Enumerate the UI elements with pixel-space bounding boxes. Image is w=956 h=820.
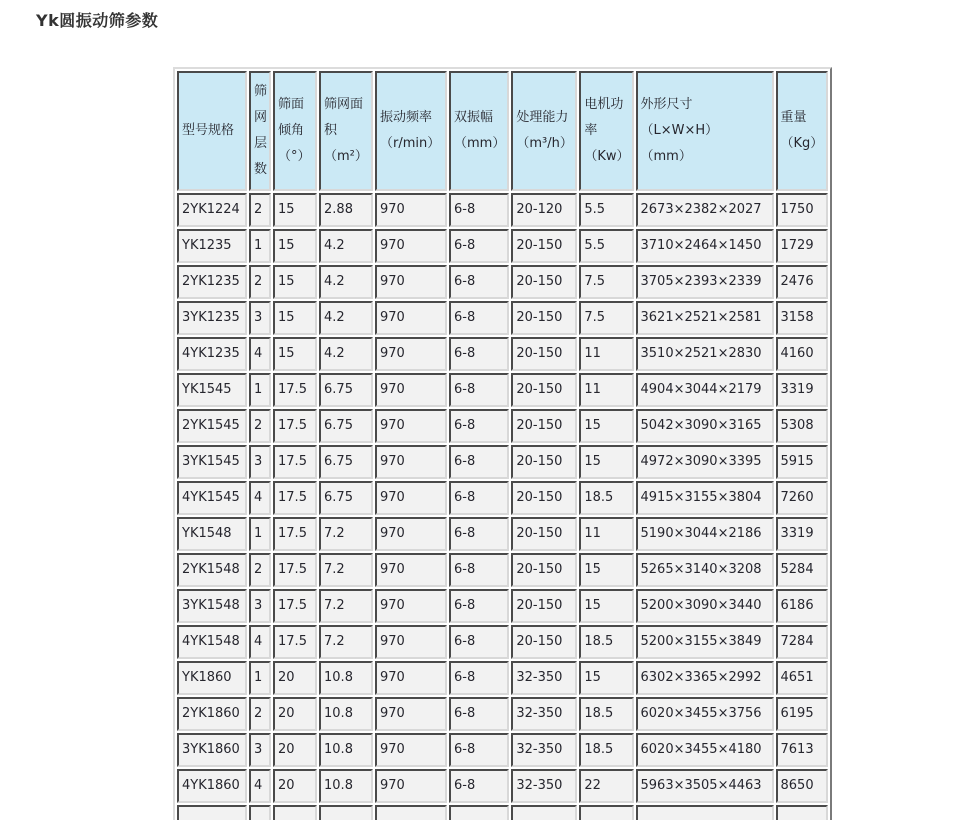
parameters-table-container xyxy=(173,67,832,820)
cell-frequency: 970 xyxy=(375,625,447,659)
cell-incline: 15 xyxy=(273,229,317,263)
cell-dimensions: 4972×3090×3395 xyxy=(636,445,774,479)
table-row xyxy=(177,553,828,587)
cell-capacity: 20-150 xyxy=(511,589,577,623)
cell-amplitude: 6-8 xyxy=(449,553,509,587)
cell-model: 2YK1545 xyxy=(177,409,247,443)
cell-model: 3YK1545 xyxy=(177,445,247,479)
column-header-amplitude: 双振幅 （mm） xyxy=(449,71,509,191)
table-row xyxy=(177,769,828,803)
cell-power: 11 xyxy=(579,517,633,551)
cell-weight xyxy=(776,805,828,820)
column-header-dimensions: 外形尺寸 （L×W×H） （mm） xyxy=(636,71,774,191)
cell-model: 3YK1548 xyxy=(177,589,247,623)
cell-weight: 7284 xyxy=(776,625,828,659)
cell-layers: 2 xyxy=(249,193,271,227)
cell-frequency: 970 xyxy=(375,193,447,227)
cell-amplitude: 6-8 xyxy=(449,589,509,623)
cell-area: 4.2 xyxy=(319,229,373,263)
cell-layers: 1 xyxy=(249,517,271,551)
cell-layers: 4 xyxy=(249,769,271,803)
cell-incline: 20 xyxy=(273,661,317,695)
table-row xyxy=(177,265,828,299)
cell-dimensions: 4915×3155×3804 xyxy=(636,481,774,515)
cell-power: 5.5 xyxy=(579,229,633,263)
cell-power: 15 xyxy=(579,553,633,587)
cell-frequency: 970 xyxy=(375,697,447,731)
table-row xyxy=(177,697,828,731)
cell-model: 4YK1860 xyxy=(177,769,247,803)
cell-capacity: 20-150 xyxy=(511,409,577,443)
cell-area: 6.75 xyxy=(319,409,373,443)
column-header-capacity: 处理能力 （m³/h） xyxy=(511,71,577,191)
cell-dimensions: 6302×3365×2992 xyxy=(636,661,774,695)
cell-frequency: 970 xyxy=(375,553,447,587)
cell-area: 7.2 xyxy=(319,589,373,623)
cell-dimensions: 5200×3090×3440 xyxy=(636,589,774,623)
cell-amplitude: 6-8 xyxy=(449,733,509,767)
cell-frequency: 970 xyxy=(375,301,447,335)
cell-area xyxy=(319,805,373,820)
cell-dimensions: 5042×3090×3165 xyxy=(636,409,774,443)
cell-power: 15 xyxy=(579,445,633,479)
cell-weight: 4160 xyxy=(776,337,828,371)
cell-amplitude: 6-8 xyxy=(449,481,509,515)
cell-power: 22 xyxy=(579,769,633,803)
cell-amplitude: 6-8 xyxy=(449,661,509,695)
cell-layers: 3 xyxy=(249,445,271,479)
cell-capacity: 20-150 xyxy=(511,481,577,515)
cell-model: 2YK1860 xyxy=(177,697,247,731)
cell-weight: 3319 xyxy=(776,517,828,551)
cell-capacity: 20-120 xyxy=(511,193,577,227)
table-row xyxy=(177,733,828,767)
cell-layers: 4 xyxy=(249,481,271,515)
cell-dimensions: 5190×3044×2186 xyxy=(636,517,774,551)
cell-area: 10.8 xyxy=(319,661,373,695)
cell-incline: 17.5 xyxy=(273,373,317,407)
cell-frequency: 970 xyxy=(375,337,447,371)
cell-amplitude: 6-8 xyxy=(449,445,509,479)
cell-power: 7.5 xyxy=(579,265,633,299)
table-row-cut-off xyxy=(177,805,828,820)
cell-dimensions: 5200×3155×3849 xyxy=(636,625,774,659)
cell-incline xyxy=(273,805,317,820)
cell-layers: 2 xyxy=(249,553,271,587)
cell-weight: 6186 xyxy=(776,589,828,623)
cell-area: 10.8 xyxy=(319,769,373,803)
cell-frequency: 970 xyxy=(375,733,447,767)
cell-layers: 3 xyxy=(249,301,271,335)
column-header-power: 电机功 率 （Kw） xyxy=(579,71,633,191)
cell-frequency: 970 xyxy=(375,373,447,407)
cell-layers: 1 xyxy=(249,661,271,695)
table-body xyxy=(177,193,828,820)
cell-capacity: 20-150 xyxy=(511,229,577,263)
cell-dimensions: 5265×3140×3208 xyxy=(636,553,774,587)
cell-weight: 3319 xyxy=(776,373,828,407)
cell-amplitude: 6-8 xyxy=(449,229,509,263)
cell-dimensions: 6020×3455×3756 xyxy=(636,697,774,731)
cell-model: 3YK1235 xyxy=(177,301,247,335)
table-row xyxy=(177,193,828,227)
cell-weight: 3158 xyxy=(776,301,828,335)
column-header-weight: 重量 （Kg） xyxy=(776,71,828,191)
cell-capacity: 32-350 xyxy=(511,769,577,803)
cell-dimensions xyxy=(636,805,774,820)
cell-capacity: 20-150 xyxy=(511,373,577,407)
cell-dimensions: 3621×2521×2581 xyxy=(636,301,774,335)
cell-power xyxy=(579,805,633,820)
table-row xyxy=(177,301,828,335)
cell-model: YK1545 xyxy=(177,373,247,407)
cell-incline: 20 xyxy=(273,769,317,803)
cell-capacity: 32-350 xyxy=(511,661,577,695)
cell-frequency: 970 xyxy=(375,517,447,551)
cell-incline: 17.5 xyxy=(273,517,317,551)
cell-power: 5.5 xyxy=(579,193,633,227)
column-header-incline: 筛面 倾角 （°） xyxy=(273,71,317,191)
column-header-model: 型号规格 xyxy=(177,71,247,191)
cell-capacity: 20-150 xyxy=(511,265,577,299)
cell-layers xyxy=(249,805,271,820)
cell-layers: 2 xyxy=(249,409,271,443)
cell-layers: 1 xyxy=(249,373,271,407)
cell-layers: 3 xyxy=(249,589,271,623)
cell-incline: 20 xyxy=(273,697,317,731)
cell-layers: 4 xyxy=(249,337,271,371)
column-header-frequency: 振动频率 （r/min） xyxy=(375,71,447,191)
table-row xyxy=(177,409,828,443)
header-row xyxy=(177,71,828,191)
cell-incline: 15 xyxy=(273,301,317,335)
table-row xyxy=(177,229,828,263)
column-header-area: 筛网面 积 （m²） xyxy=(319,71,373,191)
cell-area: 10.8 xyxy=(319,733,373,767)
cell-amplitude: 6-8 xyxy=(449,337,509,371)
cell-incline: 15 xyxy=(273,337,317,371)
cell-weight: 5308 xyxy=(776,409,828,443)
cell-capacity: 20-150 xyxy=(511,301,577,335)
cell-power: 15 xyxy=(579,409,633,443)
cell-area: 2.88 xyxy=(319,193,373,227)
table-row xyxy=(177,589,828,623)
cell-weight: 2476 xyxy=(776,265,828,299)
cell-weight: 1750 xyxy=(776,193,828,227)
cell-capacity: 20-150 xyxy=(511,337,577,371)
cell-power: 18.5 xyxy=(579,481,633,515)
cell-model: 4YK1235 xyxy=(177,337,247,371)
cell-incline: 17.5 xyxy=(273,589,317,623)
cell-area: 10.8 xyxy=(319,697,373,731)
cell-dimensions: 6020×3455×4180 xyxy=(636,733,774,767)
cell-weight: 5284 xyxy=(776,553,828,587)
cell-area: 4.2 xyxy=(319,337,373,371)
cell-power: 18.5 xyxy=(579,733,633,767)
cell-model: YK1548 xyxy=(177,517,247,551)
cell-amplitude: 6-8 xyxy=(449,625,509,659)
table-row xyxy=(177,625,828,659)
cell-model: 2YK1548 xyxy=(177,553,247,587)
cell-model xyxy=(177,805,247,820)
cell-dimensions: 3710×2464×1450 xyxy=(636,229,774,263)
cell-capacity xyxy=(511,805,577,820)
table-row xyxy=(177,661,828,695)
cell-incline: 17.5 xyxy=(273,445,317,479)
cell-dimensions: 3510×2521×2830 xyxy=(636,337,774,371)
table-row xyxy=(177,337,828,371)
column-header-layers: 筛 网 层 数 xyxy=(249,71,271,191)
cell-capacity: 20-150 xyxy=(511,445,577,479)
cell-weight: 5915 xyxy=(776,445,828,479)
cell-model: YK1860 xyxy=(177,661,247,695)
table-row xyxy=(177,481,828,515)
page-title: Yk圆振动筛参数 xyxy=(36,11,159,30)
cell-frequency: 970 xyxy=(375,445,447,479)
cell-amplitude: 6-8 xyxy=(449,265,509,299)
cell-incline: 20 xyxy=(273,733,317,767)
cell-incline: 17.5 xyxy=(273,553,317,587)
cell-area: 6.75 xyxy=(319,445,373,479)
cell-dimensions: 5963×3505×4463 xyxy=(636,769,774,803)
table-header xyxy=(177,71,828,191)
cell-area: 7.2 xyxy=(319,517,373,551)
cell-dimensions: 2673×2382×2027 xyxy=(636,193,774,227)
cell-layers: 1 xyxy=(249,229,271,263)
cell-capacity: 20-150 xyxy=(511,553,577,587)
cell-model: YK1235 xyxy=(177,229,247,263)
table-row xyxy=(177,517,828,551)
cell-capacity: 32-350 xyxy=(511,733,577,767)
cell-layers: 2 xyxy=(249,265,271,299)
cell-area: 7.2 xyxy=(319,553,373,587)
cell-dimensions: 3705×2393×2339 xyxy=(636,265,774,299)
cell-amplitude: 6-8 xyxy=(449,517,509,551)
cell-area: 4.2 xyxy=(319,301,373,335)
cell-amplitude: 6-8 xyxy=(449,373,509,407)
cell-model: 4YK1545 xyxy=(177,481,247,515)
cell-frequency: 970 xyxy=(375,769,447,803)
cell-capacity: 32-350 xyxy=(511,697,577,731)
cell-frequency: 970 xyxy=(375,265,447,299)
cell-frequency: 970 xyxy=(375,481,447,515)
cell-amplitude: 6-8 xyxy=(449,193,509,227)
cell-layers: 2 xyxy=(249,697,271,731)
cell-frequency: 970 xyxy=(375,661,447,695)
cell-dimensions: 4904×3044×2179 xyxy=(636,373,774,407)
cell-layers: 3 xyxy=(249,733,271,767)
cell-area: 6.75 xyxy=(319,481,373,515)
table-row xyxy=(177,373,828,407)
parameters-table xyxy=(173,67,832,820)
cell-amplitude xyxy=(449,805,509,820)
cell-weight: 8650 xyxy=(776,769,828,803)
cell-power: 15 xyxy=(579,589,633,623)
cell-model: 2YK1235 xyxy=(177,265,247,299)
cell-incline: 17.5 xyxy=(273,625,317,659)
cell-frequency xyxy=(375,805,447,820)
cell-weight: 4651 xyxy=(776,661,828,695)
cell-frequency: 970 xyxy=(375,589,447,623)
cell-amplitude: 6-8 xyxy=(449,697,509,731)
cell-incline: 17.5 xyxy=(273,481,317,515)
cell-model: 4YK1548 xyxy=(177,625,247,659)
cell-capacity: 20-150 xyxy=(511,517,577,551)
cell-incline: 15 xyxy=(273,193,317,227)
cell-capacity: 20-150 xyxy=(511,625,577,659)
cell-amplitude: 6-8 xyxy=(449,301,509,335)
cell-power: 18.5 xyxy=(579,625,633,659)
cell-amplitude: 6-8 xyxy=(449,769,509,803)
cell-power: 15 xyxy=(579,661,633,695)
cell-power: 11 xyxy=(579,373,633,407)
cell-power: 18.5 xyxy=(579,697,633,731)
cell-weight: 7260 xyxy=(776,481,828,515)
cell-model: 2YK1224 xyxy=(177,193,247,227)
table-row xyxy=(177,445,828,479)
cell-area: 4.2 xyxy=(319,265,373,299)
cell-weight: 1729 xyxy=(776,229,828,263)
cell-weight: 7613 xyxy=(776,733,828,767)
cell-area: 6.75 xyxy=(319,373,373,407)
cell-frequency: 970 xyxy=(375,229,447,263)
cell-weight: 6195 xyxy=(776,697,828,731)
cell-model: 3YK1860 xyxy=(177,733,247,767)
cell-incline: 15 xyxy=(273,265,317,299)
cell-incline: 17.5 xyxy=(273,409,317,443)
cell-frequency: 970 xyxy=(375,409,447,443)
cell-area: 7.2 xyxy=(319,625,373,659)
cell-layers: 4 xyxy=(249,625,271,659)
cell-amplitude: 6-8 xyxy=(449,409,509,443)
cell-power: 7.5 xyxy=(579,301,633,335)
cell-power: 11 xyxy=(579,337,633,371)
